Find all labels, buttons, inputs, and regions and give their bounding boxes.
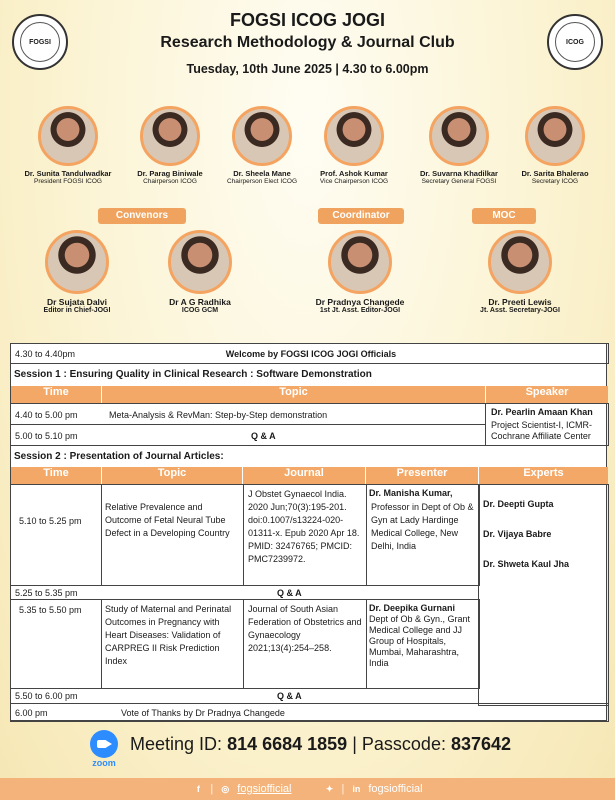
- dignitary-name: Dr. Sarita Bhalerao: [521, 169, 589, 178]
- dignitary-name: Dr. Suvarna Khadilkar: [420, 169, 498, 178]
- dignitary-photo: [429, 106, 489, 166]
- dignitary-role: Secretary General FOGSI: [421, 178, 497, 185]
- a2-topic: Study of Maternal and Perinatal Outcomes in Pregnancy with Heart Diseases: Validation of CARPREG II Risk Prediction Index: [105, 604, 232, 666]
- dignitary-name: Dr. Sunita Tandulwadkar: [24, 169, 112, 178]
- s1-row1-time: 4.40 to 5.00 pm: [15, 410, 78, 420]
- zoom-label: zoom: [92, 758, 116, 768]
- team-name: Dr A G Radhika: [169, 297, 231, 307]
- a1-presenter-desc: Professor in Dept of Ob & Gyn at Lady Hardinge Medical College, New Delhi, India: [371, 502, 474, 551]
- qa1-row: [10, 585, 479, 600]
- session1-title: Session 1 : Ensuring Quality in Clinical Research : Software Demonstration: [14, 369, 372, 380]
- dignitary-photo: [525, 106, 585, 166]
- dignitary-card: [120, 106, 220, 185]
- s1-row1-topic: Meta-Analysis & RevMan: Step-by-Step demonstration: [109, 410, 328, 420]
- team-card: [300, 230, 420, 314]
- team-photo: [45, 230, 109, 294]
- fogsi-logo-text: FOGSI: [20, 22, 60, 62]
- facebook-icon[interactable]: f: [196, 784, 200, 794]
- s1-row: [10, 424, 486, 446]
- dignitary-name: Dr. Sheela Mane: [233, 169, 291, 178]
- s2-header-topic: Topic: [102, 467, 242, 484]
- s2-header-time: Time: [11, 467, 101, 484]
- agenda-table: [10, 343, 607, 721]
- speaker-desc: Project Scientist-I, ICMR-Cochrane Affiliate Center: [491, 420, 593, 441]
- passcode-label: Passcode:: [361, 734, 446, 754]
- meeting-info: [130, 734, 511, 755]
- linkedin-icon[interactable]: in: [352, 784, 361, 794]
- speaker-name: Dr. Pearlin Amaan Khan: [491, 407, 593, 417]
- team-card: [460, 230, 580, 314]
- social-handle-link[interactable]: fogsiofficial: [368, 783, 423, 795]
- a1-journal: J Obstet Gynaecol India. 2020 Jun;70(3):195-201. doi:0.1007/s13224-020-01311-x. Epub 2020 Apr 18. PMID: 32476765; PMCID: PMC7239972.: [248, 489, 360, 564]
- instagram-icon[interactable]: ◎: [221, 784, 230, 794]
- welcome-time: 4.30 to 4.40pm: [15, 349, 76, 359]
- dignitary-name: Dr. Parag Biniwale: [137, 169, 203, 178]
- dignitary-photo: [232, 106, 292, 166]
- team-photo: [488, 230, 552, 294]
- moc-label: MOC: [472, 208, 536, 224]
- zoom-logo: [90, 730, 118, 768]
- team-name: Dr Sujata Dalvi: [47, 297, 107, 307]
- event-date: Tuesday, 10th June 2025 | 4.30 to 6.00pm: [186, 62, 429, 76]
- welcome-text: Welcome by FOGSI ICOG JOGI Officials: [225, 349, 397, 359]
- qa1-time: 5.25 to 5.35 pm: [15, 588, 78, 598]
- dignitary-photo: [38, 106, 98, 166]
- qa2-time: 5.50 to 6.00 pm: [15, 691, 78, 701]
- team-name: Dr. Preeti Lewis: [488, 297, 552, 307]
- a1-time: 5.10 to 5.25 pm: [19, 516, 82, 526]
- separator: |: [210, 783, 214, 795]
- qa-label: Q & A: [277, 691, 302, 701]
- dignitary-card: [18, 106, 118, 185]
- qa2-row: [10, 688, 479, 704]
- vote-text: Vote of Thanks by Dr Pradnya Changede: [121, 708, 285, 718]
- team-role: ICOG GCM: [181, 307, 219, 314]
- icog-logo-text: ICOG: [555, 22, 595, 62]
- dignitary-role: Vice Chairperson ICOG: [319, 178, 389, 185]
- team-card: [145, 230, 255, 314]
- dignitary-card: [304, 106, 404, 185]
- dignitary-role: Secretary ICOG: [531, 178, 579, 185]
- dignitary-card: [212, 106, 312, 185]
- s1-header-time: Time: [11, 386, 101, 403]
- team-role: 1st Jt. Asst. Editor-JOGI: [319, 307, 401, 314]
- dignitary-photo: [324, 106, 384, 166]
- team-photo: [168, 230, 232, 294]
- dignitary-role: Chairperson ICOG: [143, 178, 197, 185]
- a2-presenter-desc: Dept of Ob & Gyn., Grant Medical College and JJ Group of Hospitals, Mumbai, Maharashtra, India: [369, 614, 471, 668]
- vote-time: 6.00 pm: [15, 708, 48, 718]
- coordinator-label: Coordinator: [318, 208, 404, 224]
- separator: |: [341, 783, 345, 795]
- team-name: Dr Pradnya Changede: [315, 297, 405, 307]
- passcode: 837642: [450, 734, 512, 754]
- a2-presenter-name: Dr. Deepika Gurnani: [369, 603, 456, 613]
- dignitary-card: [505, 106, 605, 185]
- s2-header-journal: Journal: [243, 467, 365, 484]
- a1-topic: Relative Prevalence and Outcome of Fetal Neural Tube Defect in a Developing Country: [105, 502, 230, 538]
- a2-time: 5.35 to 5.50 pm: [19, 605, 82, 615]
- qa-label: Q & A: [277, 588, 302, 598]
- social-handle-link[interactable]: fogsiofficial: [237, 783, 292, 795]
- footer-social: [0, 778, 615, 800]
- a1-time-cell: [10, 484, 102, 586]
- experts-cell: [478, 484, 609, 706]
- s2-header-experts: Experts: [479, 467, 608, 484]
- s1-header-topic: Topic: [102, 386, 485, 403]
- a2-journal: Journal of South Asian Federation of Obstetrics and Gynaecology 2021;13(4):254–258.: [248, 604, 362, 653]
- expert-name: Dr. Shweta Kaul Jha: [483, 559, 570, 569]
- meeting-id-label: Meeting ID:: [130, 734, 223, 754]
- page-title: FOGSI ICOG JOGI: [229, 10, 386, 30]
- dignitary-role: Chairperson Elect ICOG: [226, 178, 298, 185]
- team-role: Jt. Asst. Secretary-JOGI: [480, 307, 560, 314]
- qa-label: Q & A: [251, 431, 276, 441]
- meeting-separator: |: [352, 734, 357, 754]
- a1-presenter-name: Dr. Manisha Kumar,: [369, 488, 453, 498]
- dignitary-card: [404, 106, 514, 185]
- camera-icon: [90, 730, 118, 758]
- page-subtitle: Research Methodology & Journal Club: [160, 34, 455, 51]
- meeting-id: 814 6684 1859: [227, 734, 348, 754]
- convenors-label: Convenors: [98, 208, 186, 224]
- twitter-icon[interactable]: ✦: [325, 784, 334, 794]
- vote-row: [10, 703, 609, 722]
- s1-row2-time: 5.00 to 5.10 pm: [15, 431, 78, 441]
- expert-name: Dr. Deepti Gupta: [483, 499, 554, 509]
- s2-header-presenter: Presenter: [366, 467, 478, 484]
- team-role: Editor in Chief-JOGI: [43, 307, 111, 314]
- team-photo: [328, 230, 392, 294]
- session2-title: Session 2 : Presentation of Journal Articles:: [14, 451, 224, 462]
- team-card: [22, 230, 132, 314]
- s1-header-speaker: Speaker: [486, 386, 608, 403]
- dignitary-name: Prof. Ashok Kumar: [320, 169, 388, 178]
- expert-name: Dr. Vijaya Babre: [483, 529, 552, 539]
- dignitary-photo: [140, 106, 200, 166]
- dignitary-role: President FOGSI ICOG: [34, 178, 102, 185]
